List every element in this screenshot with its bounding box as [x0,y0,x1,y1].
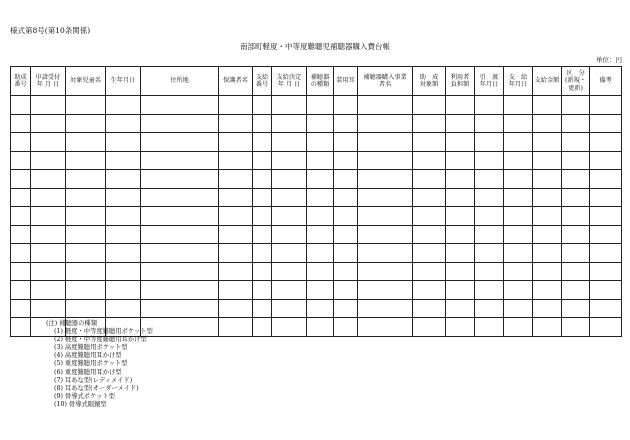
ledger-cell [446,133,475,152]
ledger-cell [106,114,141,133]
ledger-cell [504,114,533,133]
ledger-cell [272,96,307,115]
unit-label: 単位：円 [596,56,622,64]
ledger-cell [413,262,446,281]
ledger-cell [533,318,562,337]
ledger-cell [475,299,504,318]
ledger-cell [533,96,562,115]
ledger-cell [253,299,272,318]
note-item: (1) 軽度・中等度難聴用ポケット型 [54,328,153,336]
ledger-cell [358,151,413,170]
ledger-cell [533,151,562,170]
ledger-cell [11,225,31,244]
ledger-row [11,281,622,300]
ledger-cell [533,133,562,152]
ledger-cell [31,133,66,152]
notes-heading: (注) 補聴器の種類 [46,320,97,327]
ledger-cell [475,244,504,263]
ledger-cell [334,133,358,152]
ledger-cell [446,170,475,189]
ledger-cell [272,188,307,207]
ledger-cell [272,262,307,281]
ledger-cell [334,114,358,133]
ledger-cell [358,207,413,226]
col-header-user-burden: 利用者 負担額 [446,67,475,96]
ledger-cell [334,281,358,300]
ledger-cell [413,151,446,170]
note-item: (6) 重度難聴用耳かけ型 [54,368,122,376]
ledger-cell [141,281,219,300]
ledger-cell [533,114,562,133]
ledger-cell [334,207,358,226]
ledger-cell [272,299,307,318]
ledger-cell [334,151,358,170]
ledger-cell [31,151,66,170]
ledger-cell [272,170,307,189]
ledger-cell [66,207,106,226]
ledger-cell [253,133,272,152]
ledger-cell [475,207,504,226]
ledger-cell [562,170,590,189]
ledger-cell [219,96,253,115]
ledger-cell [590,170,622,189]
ledger-cell [219,318,253,337]
ledger-cell [358,318,413,337]
ledger-cell [253,207,272,226]
ledger-cell [504,207,533,226]
ledger-cell [504,244,533,263]
ledger-cell [106,244,141,263]
ledger-cell [66,96,106,115]
ledger-cell [504,133,533,152]
ledger-cell [11,133,31,152]
ledger-cell [253,114,272,133]
ledger-cell [504,188,533,207]
note-item: (9) 骨導式ポケット型 [54,392,115,400]
ledger-cell [413,96,446,115]
ledger-cell [562,151,590,170]
ledger-cell [11,299,31,318]
ledger-cell [31,114,66,133]
ledger-cell [106,281,141,300]
ledger-cell [590,244,622,263]
notes [46,320,153,409]
ledger-cell [590,151,622,170]
ledger-cell [253,244,272,263]
ledger-row [11,133,622,152]
ledger-cell [66,225,106,244]
ledger-row [11,188,622,207]
ledger-cell [446,318,475,337]
ledger-cell [504,151,533,170]
ledger-cell [272,318,307,337]
ledger-cell [334,318,358,337]
col-header-child-name: 対象児童名 [66,67,106,96]
ledger-cell [358,299,413,318]
ledger-cell [31,299,66,318]
ledger-cell [446,114,475,133]
ledger-cell [533,188,562,207]
ledger-cell [358,281,413,300]
ledger-cell [533,262,562,281]
ledger-cell [307,96,334,115]
ledger-cell [358,133,413,152]
col-header-payment-number: 支給 番号 [253,67,272,96]
ledger-cell [358,96,413,115]
ledger-cell [66,114,106,133]
ledger-cell [446,207,475,226]
ledger-cell [413,244,446,263]
ledger-row [11,207,622,226]
note-item: (5) 重度難聴用ポケット型 [54,360,128,368]
ledger-cell [334,244,358,263]
col-header-payment-date: 支 給 年月日 [504,67,533,96]
col-header-guardian-name: 保護者名 [219,67,253,96]
ledger-cell [307,151,334,170]
ledger-cell [475,188,504,207]
col-header-subsidy-amount: 助 成 対象額 [413,67,446,96]
ledger-cell [31,262,66,281]
col-header-address: 住所地 [141,67,219,96]
ledger-cell [219,225,253,244]
ledger-cell [446,96,475,115]
ledger-cell [253,96,272,115]
ledger-cell [307,299,334,318]
ledger-cell [504,299,533,318]
ledger-cell [253,188,272,207]
ledger-cell [253,225,272,244]
ledger-cell [504,225,533,244]
ledger-cell [562,281,590,300]
ledger-cell [31,188,66,207]
ledger-cell [358,114,413,133]
ledger-cell [307,281,334,300]
ledger-cell [475,225,504,244]
ledger-cell [11,244,31,263]
ledger-cell [590,262,622,281]
header-row [11,67,622,96]
ledger-cell [562,207,590,226]
ledger-cell [307,244,334,263]
ledger-cell [446,262,475,281]
ledger-cell [334,188,358,207]
ledger-cell [446,151,475,170]
ledger-cell [562,225,590,244]
ledger-cell [413,188,446,207]
ledger-cell [11,207,31,226]
ledger-cell [272,133,307,152]
ledger-cell [106,133,141,152]
ledger-cell [31,207,66,226]
ledger-cell [31,281,66,300]
col-header-remarks: 備考 [590,67,622,96]
ledger-cell [413,225,446,244]
ledger-cell [219,244,253,263]
ledger-cell [253,318,272,337]
note-item: (3) 高度難聴用ポケット型 [54,344,128,352]
ledger-cell [413,133,446,152]
ledger-cell [307,133,334,152]
ledger-cell [11,318,31,337]
form-number: 様式第8号(第10条関係) [10,26,91,35]
ledger-cell [141,170,219,189]
ledger-cell [66,281,106,300]
ledger-cell [562,96,590,115]
ledger-cell [413,281,446,300]
ledger-cell [446,299,475,318]
ledger-cell [219,133,253,152]
col-header-grant-number: 助成 番号 [11,67,31,96]
ledger-cell [307,262,334,281]
ledger-row [11,225,622,244]
ledger-cell [31,244,66,263]
ledger-cell [11,151,31,170]
ledger-cell [562,318,590,337]
ledger-cell [141,133,219,152]
ledger-row [11,114,622,133]
ledger-cell [533,281,562,300]
ledger-cell [219,151,253,170]
ledger-cell [475,114,504,133]
ledger-cell [141,96,219,115]
ledger-cell [413,207,446,226]
ledger-cell [562,262,590,281]
ledger-cell [106,170,141,189]
note-item: (10) 骨導式眼鏡型 [54,400,107,408]
ledger-cell [106,207,141,226]
ledger-cell [141,225,219,244]
col-header-decision-date: 支給決定 年 月 日 [272,67,307,96]
ledger-cell [307,170,334,189]
ledger-cell [141,207,219,226]
col-header-ear: 装用耳 [334,67,358,96]
ledger-cell [66,170,106,189]
ledger-cell [533,225,562,244]
ledger-cell [446,281,475,300]
ledger-cell [31,170,66,189]
ledger-cell [475,318,504,337]
col-header-hearing-aid-type: 補聴器 の種類 [307,67,334,96]
ledger-cell [307,225,334,244]
ledger-cell [334,170,358,189]
ledger-cell [106,225,141,244]
ledger-row [11,170,622,189]
col-header-birth-date: 生年月日 [106,67,141,96]
ledger-cell [562,133,590,152]
ledger-cell [219,281,253,300]
ledger-cell [533,299,562,318]
ledger-cell [219,299,253,318]
ledger-cell [141,299,219,318]
ledger-cell [504,96,533,115]
document-title: 南部町軽度・中等度難聴児補聴器購入費台帳 [240,42,390,51]
ledger-cell [66,299,106,318]
ledger-cell [253,151,272,170]
ledger-cell [590,225,622,244]
ledger-cell [253,262,272,281]
ledger-cell [413,299,446,318]
ledger-cell [141,114,219,133]
ledger-cell [590,281,622,300]
ledger-cell [66,151,106,170]
ledger-cell [590,318,622,337]
ledger-cell [475,96,504,115]
ledger-cell [334,225,358,244]
ledger-cell [475,170,504,189]
col-header-delivery-date: 引 渡 年月日 [475,67,504,96]
note-item: (7) 耳あな型(レディメイド) [54,376,133,384]
ledger-cell [504,262,533,281]
ledger-cell [590,133,622,152]
ledger-cell [272,225,307,244]
ledger-cell [504,318,533,337]
ledger-cell [475,262,504,281]
ledger-cell [475,133,504,152]
ledger-cell [11,114,31,133]
ledger-cell [66,133,106,152]
ledger-cell [590,114,622,133]
ledger-cell [31,96,66,115]
ledger-cell [219,207,253,226]
ledger-cell [446,188,475,207]
ledger-cell [358,262,413,281]
ledger-cell [307,207,334,226]
ledger-cell [219,188,253,207]
ledger-cell [446,244,475,263]
ledger-row [11,299,622,318]
ledger-cell [413,318,446,337]
ledger-cell [475,151,504,170]
ledger-cell [590,207,622,226]
ledger-cell [253,170,272,189]
ledger-cell [358,188,413,207]
ledger-cell [272,281,307,300]
ledger-cell [533,244,562,263]
ledger-cell [11,281,31,300]
ledger-cell [307,114,334,133]
ledger-cell [106,262,141,281]
ledger-cell [504,281,533,300]
ledger-cell [219,262,253,281]
ledger-cell [141,244,219,263]
ledger-row [11,96,622,115]
ledger-cell [358,225,413,244]
ledger-cell [334,262,358,281]
ledger-cell [590,96,622,115]
ledger-table [10,66,622,337]
ledger-cell [562,299,590,318]
ledger-cell [307,318,334,337]
ledger-cell [475,281,504,300]
ledger-body [11,96,622,337]
ledger-cell [219,114,253,133]
ledger-cell [334,96,358,115]
ledger-cell [106,188,141,207]
col-header-vendor-name: 補聴器購入事業 者名 [358,67,413,96]
note-item: (8) 耳あな型(オーダーメイド) [54,384,139,392]
ledger-cell [11,188,31,207]
ledger-cell [31,225,66,244]
ledger-cell [358,244,413,263]
ledger-cell [533,170,562,189]
col-header-application-date: 申請受付 年 月 日 [31,67,66,96]
ledger-cell [106,151,141,170]
ledger-cell [504,170,533,189]
ledger-cell [590,299,622,318]
ledger-cell [141,262,219,281]
ledger-cell [413,114,446,133]
ledger-cell [272,244,307,263]
ledger-cell [562,188,590,207]
ledger-cell [106,96,141,115]
ledger-cell [11,170,31,189]
ledger-row [11,244,622,263]
ledger-cell [106,299,141,318]
ledger-cell [307,188,334,207]
col-header-payment-amount: 支給金額 [533,67,562,96]
ledger-cell [66,188,106,207]
ledger-cell [219,170,253,189]
ledger-cell [253,281,272,300]
note-item: (4) 高度難聴用耳かけ型 [54,352,122,360]
ledger-cell [562,114,590,133]
ledger-cell [413,170,446,189]
ledger-cell [358,170,413,189]
ledger-cell [272,207,307,226]
col-header-category: 区 分 (新規・ 更新) [562,67,590,96]
ledger-cell [141,188,219,207]
ledger-cell [446,225,475,244]
ledger-cell [66,262,106,281]
ledger-cell [272,151,307,170]
ledger-cell [590,188,622,207]
ledger-row [11,262,622,281]
ledger-cell [562,244,590,263]
ledger-cell [334,299,358,318]
ledger-cell [11,96,31,115]
ledger-cell [533,207,562,226]
note-item: (2) 軽度・中等度難聴用耳かけ型 [54,336,147,344]
ledger-cell [11,262,31,281]
ledger-row [11,151,622,170]
ledger-cell [66,244,106,263]
ledger-cell [141,151,219,170]
ledger-cell [272,114,307,133]
